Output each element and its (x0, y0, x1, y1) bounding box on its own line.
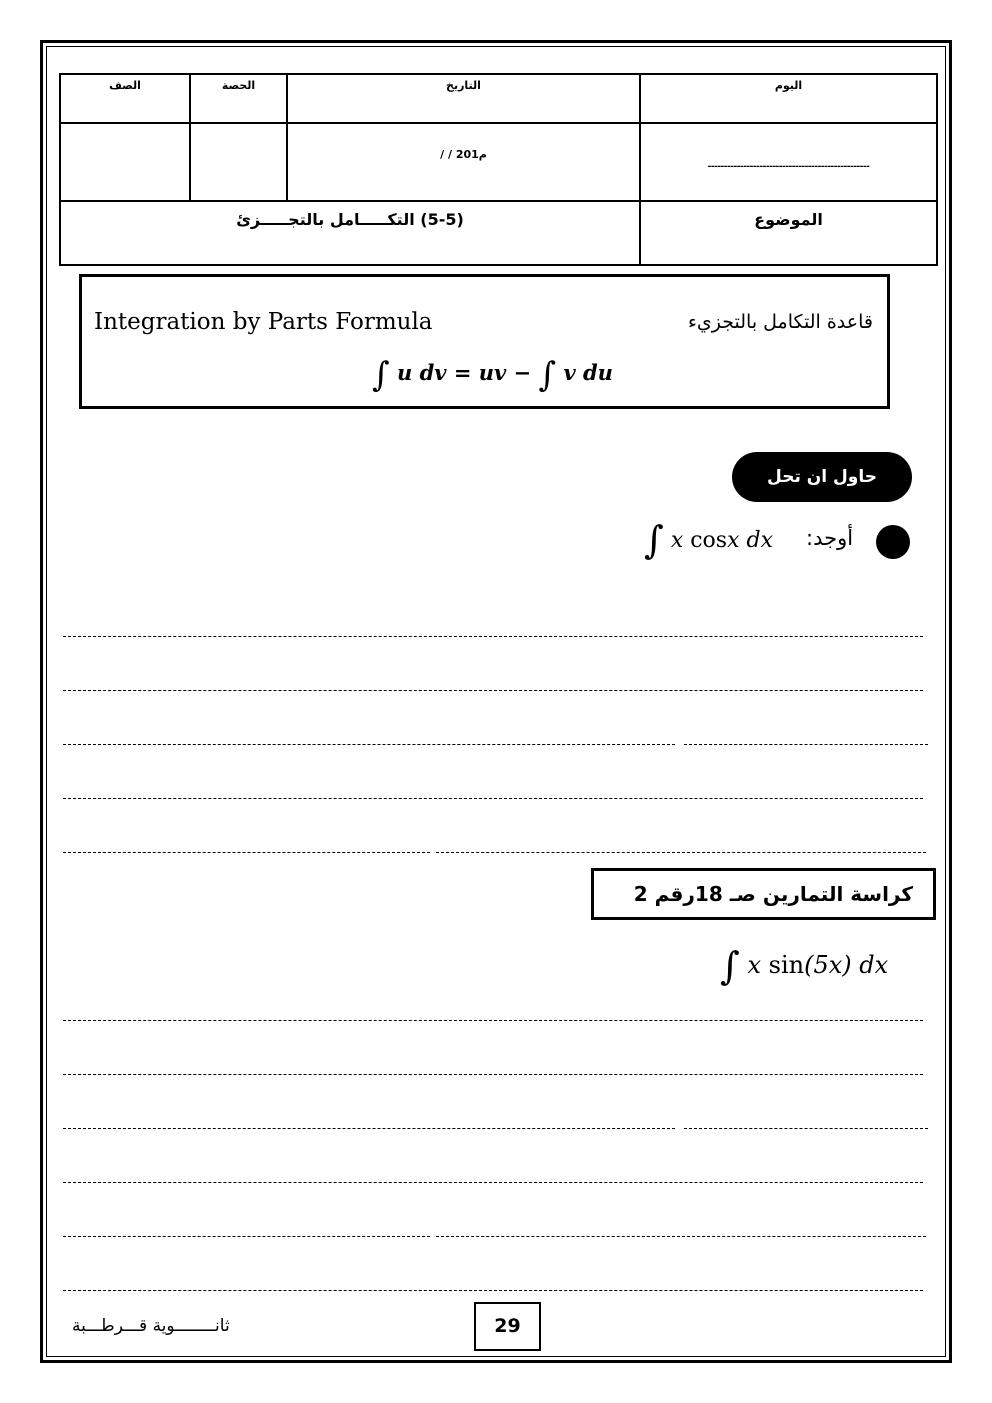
exercise-reference-box: كراسة التمارين صـ 18رقم 2 (591, 868, 936, 920)
formula-title-ar: قاعدة التكامل بالتجزيء (687, 311, 873, 333)
formula-minus: − (513, 360, 532, 385)
answer-line[interactable] (436, 1236, 926, 1237)
find-label: أوجد: (806, 526, 854, 550)
formula-rhs-first: uv (478, 360, 507, 385)
integral-sign: ∫ (720, 944, 740, 988)
class-cell[interactable] (60, 123, 190, 201)
answer-line[interactable] (63, 798, 923, 799)
answer-line[interactable] (63, 690, 923, 691)
class-header: الصف (60, 74, 190, 123)
formula-box (79, 274, 890, 409)
date-header: التاريخ (287, 74, 640, 123)
day-header: اليوم (640, 74, 937, 123)
formula-lhs: u dv (397, 360, 447, 385)
problem-expression-1: ∫ x cosx dx (644, 518, 774, 562)
formula-equals: = (453, 360, 472, 385)
integral-sign: ∫ (644, 518, 664, 562)
subject-label: الموضوع (640, 201, 937, 265)
date-value: / / 201م (440, 148, 487, 161)
bullet-icon (876, 525, 910, 559)
answer-line[interactable] (63, 1290, 923, 1291)
formula-equation (372, 355, 613, 395)
day-blank-line: -------------------------------------------------- (707, 162, 870, 172)
answer-line[interactable] (684, 1128, 928, 1129)
integral-sign: ∫ (372, 355, 390, 395)
answer-line[interactable] (63, 1182, 923, 1183)
answer-line[interactable] (63, 636, 923, 637)
school-name: ثانــــــــوية قـــرطـــبة (72, 1316, 230, 1336)
period-header: الحصة (190, 74, 287, 123)
answer-line[interactable] (63, 1020, 923, 1021)
try-to-solve-badge: حاول ان تحل (732, 452, 912, 502)
answer-line[interactable] (63, 1074, 923, 1075)
answer-line[interactable] (63, 744, 675, 745)
answer-line[interactable] (684, 744, 928, 745)
answer-line[interactable] (63, 1236, 430, 1237)
formula-title-en: Integration by Parts Formula (94, 309, 433, 335)
answer-line[interactable] (63, 852, 430, 853)
date-cell[interactable] (287, 123, 640, 201)
page-number: 29 (474, 1302, 541, 1351)
problem-expression-2: ∫ x sin(5x) dx (720, 944, 889, 988)
answer-line[interactable] (63, 1128, 675, 1129)
integral-sign: ∫ (538, 355, 557, 395)
day-cell[interactable] (640, 123, 937, 201)
lesson-header-table (59, 73, 938, 266)
formula-rhs-second: v du (563, 360, 613, 385)
period-cell[interactable] (190, 123, 287, 201)
answer-line[interactable] (436, 852, 926, 853)
subject-value: (5-5) التكـــــامل بالتجـــــزئ (60, 201, 640, 265)
